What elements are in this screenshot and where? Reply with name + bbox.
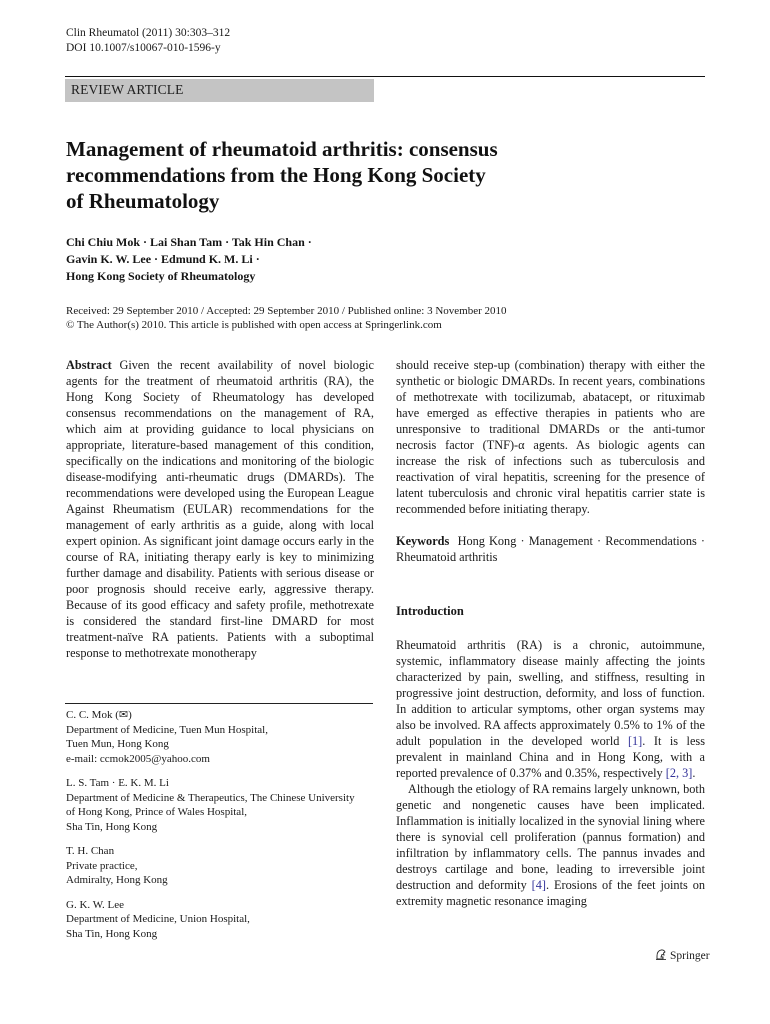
abstract-label: Abstract <box>66 358 112 372</box>
keywords-paragraph <box>396 533 705 565</box>
header-rule <box>65 76 705 77</box>
article-type-banner <box>65 79 374 102</box>
abstract-continuation: should receive step-up (combination) therapy with either the synthetic or biologic DMARDs. In recent years, combinations of methotrexate with tocilizumab, abatacept, or rituximab have emerged as effective therapies in patients who are unresponsive to traditional DMARDs or the anti-tumor necrosis factor (TNF)-α agents. As biologic agents can increase the risk of infections such as tuberculosis and reactivation of viral hepatitis, screening for the presence of latent tuberculosis and chronic viral hepatitis carrier state is recommended before initiating therapy. <box>396 358 705 516</box>
affiliation-entry <box>66 898 374 942</box>
author-list <box>66 234 312 285</box>
right-column <box>396 357 705 909</box>
affiliation-entry <box>66 708 374 766</box>
citation-link[interactable]: [2, 3] <box>665 766 693 780</box>
citation-link[interactable]: [4] <box>531 878 547 892</box>
affiliation-entry <box>66 776 374 834</box>
publisher-logo <box>655 948 710 963</box>
journal-citation: Clin Rheumatol (2011) 30:303–312 <box>66 27 231 39</box>
title-line: of Rheumatology <box>66 189 220 213</box>
article-type-label: REVIEW ARTICLE <box>71 82 184 97</box>
intro-text: . It is less prevalent in mainland China and in Hong Kong, with a reported prevalence of 0.37% and 0.35%, respectively <box>396 734 705 780</box>
affiliation-line: Department of Medicine & Therapeutics, The Chinese University <box>66 791 355 804</box>
affiliation-line: Sha Tin, Hong Kong <box>66 927 158 940</box>
abstract-text-left: Given the recent availability of novel biologic agents for the treatment of rheumatoid arthritis (RA), the Hong Kong Society of Rheumatology has developed consensus recommendations on the management of RA, which aim at providing guidance to local physicians on appropriate, literature-based management of this condition, specifically on the indications and monitoring of the biologic disease-modifying anti-rheumatic drugs (DMARDs). The recommendations were developed using the European League Against Rheumatism (EULAR) recommendations for the management of early arthritis as a guide, along with local expert opinion. As significant joint damage occurs early in the course of RA, initiating therapy early is key to minimizing further damage and disability. Patients with serious disease or poor prognosis should receive early, aggressive therapy. Because of its good efficacy and safety profile, methotrexate is considered the standard first-line DMARD for most treatment-naïve RA patients. Patients with a suboptimal response to methotrexate monotherapy <box>66 358 374 660</box>
abstract-paragraph <box>66 357 374 661</box>
intro-text: Although the etiology of RA remains largely unknown, both genetic and nongenetic causes have been implicated. Inflammation is initially localized in the synovial lining where there is synovial cell proliferation (pannus formation) and infiltration by inflammatory cells. The pannus invades and destroys cartilage and bone, leading to irreversible joint destruction and deformity <box>396 782 705 892</box>
intro-paragraph-2 <box>396 781 705 909</box>
publisher-name: Springer <box>670 949 710 962</box>
publication-history <box>66 304 507 332</box>
affiliation-line: Private practice, <box>66 859 138 872</box>
author-line: Gavin K. W. Lee · Edmund K. M. Li · <box>66 252 260 266</box>
intro-text: Rheumatoid arthritis (RA) is a chronic, autoimmune, systemic, inflammatory disease mainly affecting the joints characterized by pain, swelling, and stiffness, resulting in progressive joint destruction, deformity, and loss of function. In addition to articular symptoms, other organ systems may also be involved. RA affects approximately 0.5% to 1% of the adult population in the developed world <box>396 638 705 748</box>
affiliation-line: Tuen Mun, Hong Kong <box>66 738 169 750</box>
affiliation-name: C. C. Mok (✉) <box>66 709 132 721</box>
intro-paragraph-1 <box>396 637 705 781</box>
title-line: recommendations from the Hong Kong Society <box>66 163 486 187</box>
citation-link[interactable]: [1] <box>627 734 643 748</box>
affiliations <box>66 708 374 951</box>
journal-meta <box>66 26 230 56</box>
date-history: Received: 29 September 2010 / Accepted: 29 September 2010 / Published online: 3 November 2010 <box>66 305 507 317</box>
springer-horse-icon <box>655 948 667 963</box>
email-link[interactable]: e-mail: ccmok2005@yahoo.com <box>66 752 210 765</box>
doi[interactable]: DOI 10.1007/s10067-010-1596-y <box>66 42 221 54</box>
affiliation-line: Sha Tin, Hong Kong <box>66 820 158 833</box>
keywords-text: Hong Kong · Management · Recommendations · Rheumatoid arthritis <box>396 534 705 564</box>
footnote-rule <box>65 703 373 704</box>
affiliation-line: Department of Medicine, Union Hospital, <box>66 913 250 925</box>
affiliation-name: T. H. Chan <box>66 845 115 857</box>
copyright-notice: © The Author(s) 2010. This article is published with open access at Springerlink.com <box>66 319 442 331</box>
article-title <box>66 136 546 214</box>
intro-text: . <box>692 766 696 780</box>
left-column <box>66 357 374 661</box>
section-heading-introduction: Introduction <box>396 604 464 618</box>
affiliation-line: of Hong Kong, Prince of Wales Hospital, <box>66 806 247 818</box>
author-group: Hong Kong Society of Rheumatology <box>66 269 256 283</box>
intro-text: . Erosions of the feet joints on extremity magnetic resonance imaging <box>396 878 706 908</box>
affiliation-entry <box>66 844 374 888</box>
affiliation-name: L. S. Tam · E. K. M. Li <box>66 777 169 789</box>
keywords-label: Keywords <box>396 534 450 548</box>
affiliation-name: G. K. W. Lee <box>66 898 125 911</box>
affiliation-line: Department of Medicine, Tuen Mun Hospital, <box>66 723 268 736</box>
author-line: Chi Chiu Mok · Lai Shan Tam · Tak Hin Chan · <box>66 235 312 249</box>
title-line: Management of rheumatoid arthritis: consensus <box>66 137 498 161</box>
affiliation-line: Admiralty, Hong Kong <box>66 874 168 886</box>
